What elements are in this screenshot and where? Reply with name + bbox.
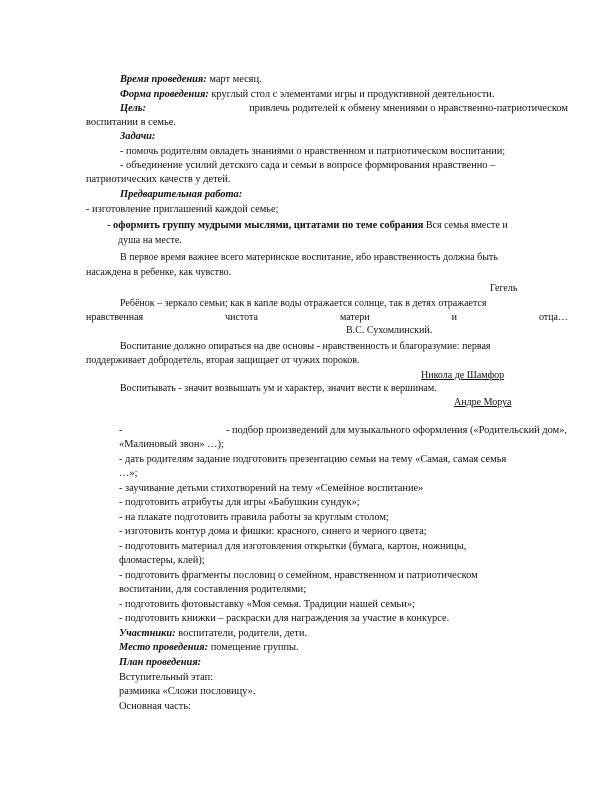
music-line-2: «Малиновый звон» …); <box>119 439 224 450</box>
goal-line-2: воспитании в семье. <box>86 117 176 128</box>
hegel-author: Гегель <box>490 283 518 294</box>
prep-item-2-quote: Вся семья вместе и <box>423 220 508 231</box>
place-label: Место проведения: <box>119 642 209 653</box>
participants-line <box>119 627 307 640</box>
prep-heading: Предварительная работа: <box>120 189 243 200</box>
task-2-line-1: - объединение усилий детского сада и семьи в вопросе формирования нравственно – <box>120 160 496 171</box>
goal-line-1 <box>120 102 568 115</box>
task-1: - помочь родителям овладеть знаниями о нравственном и патриотическом воспитании; <box>120 146 506 157</box>
books-item: - подготовить книжки – раскраски для награждения за участие в конкурсе. <box>119 613 450 624</box>
exhibit-item: - подготовить фотовыставку «Моя семья. Традиции нашей семьи»; <box>119 599 415 610</box>
prep-item-2-main: - оформить группу мудрыми мыслями, цитатами по теме собрания <box>107 220 424 231</box>
presentation-line-1: - дать родителям задание подготовить презентацию семьи на тему «Самая, самая семья <box>119 454 507 465</box>
prep-item-2-quote-cont: душа на месте. <box>118 235 182 246</box>
participants-value: воспитатели, родители, дети. <box>175 628 307 639</box>
stage-intro: Вступительный этап: <box>119 672 214 683</box>
music-line-1 <box>119 424 567 437</box>
house-item: - изготовить контур дома и фишки: красного, синего и черного цвета; <box>119 526 427 537</box>
goal-text-1: привлечь родителей к обмену мнениями о нравственно-патриотическом <box>249 103 568 114</box>
chamfort-author: Никола де Шамфор <box>421 370 505 381</box>
hegel-quote-line-2: насаждена в ребенке, как чувство. <box>86 267 232 278</box>
music-dash: - <box>119 425 123 436</box>
word: отца… <box>538 312 568 323</box>
sukhomlinsky-author: В.С. Сухомлинский. <box>346 325 433 336</box>
chamfort-quote-line-1: Воспитание должно опираться на две основы - нравственность и благоразумие: первая <box>120 341 491 352</box>
chamfort-quote-line-2: поддерживает добродетель, вторая защищает от чужих пороков. <box>86 355 360 366</box>
presentation-line-2: …»; <box>119 468 138 479</box>
place-line <box>119 641 299 654</box>
time-line <box>120 73 262 86</box>
form-value: круглый стол с элементами игры и продуктивной деятельности. <box>208 89 495 100</box>
participants-label: Участники: <box>119 628 176 639</box>
card-line-2: фломастеры, клей); <box>119 555 205 566</box>
word: чистота <box>225 312 258 323</box>
music-text-1: - подбор произведений для музыкального оформления («Родительский дом», <box>225 425 567 436</box>
card-line-1: - подготовить материал для изготовления открытки (бумага, картон, ножницы, <box>119 541 467 552</box>
word: нравственная <box>86 312 144 323</box>
plan-heading: План проведения: <box>119 657 202 668</box>
maurois-quote: Воспитывать - значит возвышать ум и характер, значит вести к вершинам. <box>120 383 437 394</box>
prep-item-2 <box>107 219 508 232</box>
place-value: помещение группы. <box>208 642 299 653</box>
prep-item-1: - изготовление приглашений каждой семье; <box>86 204 279 215</box>
word: и <box>451 312 457 323</box>
poster-item: - на плакате подготовить правила работы за круглым столом; <box>119 512 389 523</box>
main-part-heading: Основная часть: <box>119 701 191 712</box>
task-2-line-2: патриотических качеств у детей. <box>86 174 231 185</box>
attributes-item: - подготовить атрибуты для игры «Бабушкин сундук»; <box>119 497 360 508</box>
form-line <box>120 88 494 101</box>
time-label: Время проведения: <box>120 74 207 85</box>
warmup-item: разминка «Сложи пословицу». <box>119 686 256 697</box>
proverbs-line-1: - подготовить фрагменты пословиц о семейном, нравственном и патриотическом <box>119 570 478 581</box>
word: матери <box>339 312 370 323</box>
sukhomlinsky-quote-line-1: Ребёнок – зеркало семьи; как в капле воды отражается солнце, так в детях отражается <box>120 298 487 309</box>
proverbs-line-2: воспитании, для составления родителями; <box>119 584 307 595</box>
sukhomlinsky-quote-line-2 <box>86 311 568 324</box>
maurois-author: Андре Моруа <box>454 397 512 408</box>
time-value: март месяц. <box>206 74 262 85</box>
goal-label: Цель: <box>120 103 146 114</box>
form-label: Форма проведения: <box>120 89 209 100</box>
hegel-quote-line-1: В первое время важнее всего материнское воспитание, ибо нравственность должна быть <box>120 252 498 263</box>
tasks-heading: Задачи: <box>120 131 156 142</box>
poems-item: - заучивание детьми стихотворений на тему «Семейное воспитание» <box>119 483 424 494</box>
